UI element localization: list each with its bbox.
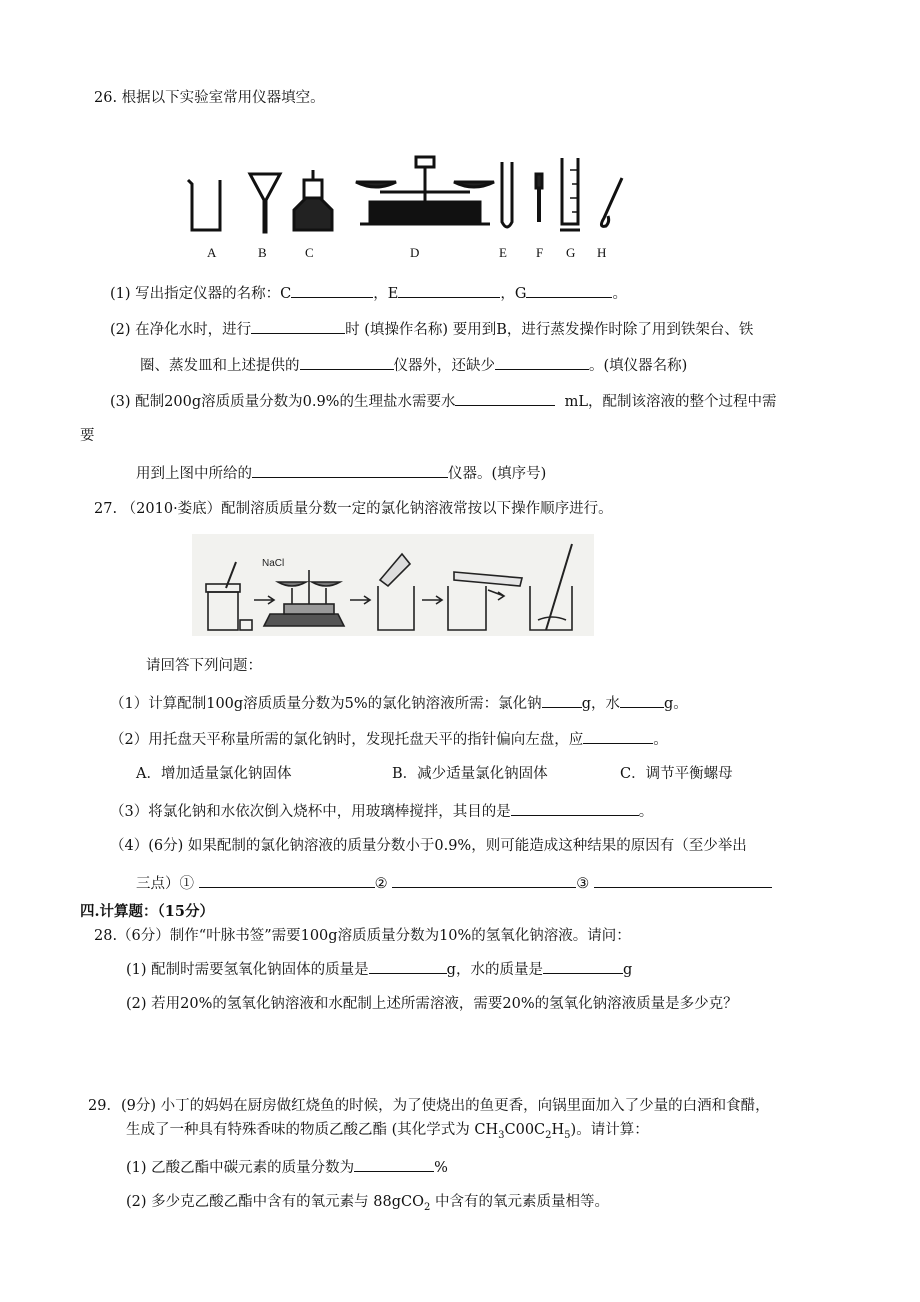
answer-blank-c[interactable] <box>291 282 373 298</box>
answer-blank-water-mass[interactable] <box>620 692 664 708</box>
fig-label-c: C <box>305 245 314 260</box>
dropper-icon <box>536 174 542 222</box>
q29-part2: (2) 多少克乙酸乙酯中含有的氧元素与 88gCO$_2$ 中含有的氧元素质量相等。 <box>126 1194 609 1213</box>
answer-blank-purpose[interactable] <box>511 800 639 816</box>
answer-blank-water-28[interactable] <box>543 958 623 974</box>
q26-part2-line2: 圈、蒸发皿和上述提供的 仪器外，还缺少 。(填仪器名称) <box>140 354 687 376</box>
answer-blank-e[interactable] <box>398 282 500 298</box>
test-tube-icon <box>502 162 512 227</box>
q29-title: 29．(9分) 小丁的妈妈在厨房做红烧鱼的时候，为了使烧出的鱼更香，向锅里面加入了少量的白酒和食醋， <box>88 1098 770 1114</box>
q27-part2: （2）用托盘天平称量所需的氯化钠时，发现托盘天平的指针偏向左盘，应 。 <box>110 728 668 750</box>
nacl-label: NaCl <box>262 558 285 569</box>
q26-part3-line1: (3) 配制200g溶质质量分数为0.9%的生理盐水需要水 mL，配制该溶液的整个过程中需 <box>110 390 777 412</box>
fig-label-a: A <box>207 245 217 260</box>
q28-part2: (2) 若用20%的氢氧化钠溶液和水配制上述所需溶液，需要20%的氢氧化钠溶液质量是多少克？ <box>126 996 738 1012</box>
q27-part1: （1）计算配制100g溶质质量分数为5%的氯化钠溶液所需：氯化钠 g，水 g。 <box>110 692 688 714</box>
answer-blank-g[interactable] <box>526 282 612 298</box>
fig-label-h: H <box>597 245 607 260</box>
answer-blank-reason-2[interactable] <box>392 872 576 888</box>
answer-blank-carbon[interactable] <box>354 1156 434 1172</box>
answer-blank-instrument[interactable] <box>300 354 394 370</box>
q27-part4-line1: （4）(6分) 如果配制的氯化钠溶液的质量分数小于0.9%，则可能造成这种结果的原因有（至少举出 <box>110 838 747 854</box>
reagent-bottle-icon <box>294 170 332 230</box>
answer-blank-reason-1[interactable] <box>199 872 375 888</box>
fig-label-e: E <box>499 245 507 260</box>
q28-title: 28.（6分）制作“叶脉书签”需要100g溶质质量分数为10%的氢氧化钠溶液。请问： <box>94 928 631 944</box>
q28-part1: (1) 配制时需要氢氧化钠固体的质量是 g，水的质量是 g <box>126 958 632 980</box>
q26-part3-line3: 用到上图中所给的 仪器。(填序号) <box>136 462 546 484</box>
answer-blank-balance[interactable] <box>583 728 653 744</box>
q26-part3-line2: 要 <box>80 428 95 444</box>
q26-title: 26. 根据以下实验室常用仪器填空。 <box>94 90 325 106</box>
q29-line2: 生成了一种具有特殊香味的物质乙酸乙酯 (其化学式为 $CH_3C00C_2H_5$)。请计算： <box>126 1122 649 1141</box>
beaker-icon <box>188 180 220 230</box>
graduated-cylinder-icon <box>560 158 580 230</box>
q27-part4-line2: 三点）① ② ③ <box>136 872 772 894</box>
answer-blank-water[interactable] <box>455 390 555 406</box>
answer-blank-naoh[interactable] <box>369 958 447 974</box>
solution-prep-figure <box>192 534 594 636</box>
q27-option-a[interactable]: A．增加适量氯化钠固体 <box>136 766 292 782</box>
section-4-heading: 四.计算题：（15分） <box>80 903 214 920</box>
q26-part1: (1) 写出指定仪器的名称：C ，E ，G 。 <box>110 282 627 304</box>
q27-intro: 请回答下列问题： <box>146 658 262 674</box>
spatula-icon <box>601 178 622 226</box>
q27-option-c[interactable]: C．调节平衡螺母 <box>620 766 733 782</box>
funnel-icon <box>250 174 280 232</box>
q29-part1: (1) 乙酸乙酯中碳元素的质量分数为 % <box>126 1156 448 1178</box>
answer-blank-operation[interactable] <box>251 318 345 334</box>
fig-label-g: G <box>566 245 576 260</box>
answer-blank-nacl[interactable] <box>542 692 582 708</box>
answer-blank-missing[interactable] <box>495 354 589 370</box>
q27-title: 27. （2010·娄底）配制溶质质量分数一定的氯化钠溶液常按以下操作顺序进行。 <box>94 501 613 517</box>
q26-part2-line1: (2) 在净化水时，进行 时 (填操作名称) 要用到B，进行蒸发操作时除了用到铁架台、铁 <box>110 318 753 340</box>
answer-blank-reason-3[interactable] <box>594 872 772 888</box>
q27-option-b[interactable]: B．减少适量氯化钠固体 <box>392 766 548 782</box>
fig-label-d: D <box>410 245 420 260</box>
q27-part3: （3）将氯化钠和水依次倒入烧杯中，用玻璃棒搅拌，其目的是 。 <box>110 800 653 822</box>
fig-label-f: F <box>536 245 544 260</box>
fig-label-b: B <box>258 245 267 260</box>
answer-blank-instruments[interactable] <box>252 462 448 478</box>
balance-icon <box>356 157 494 224</box>
